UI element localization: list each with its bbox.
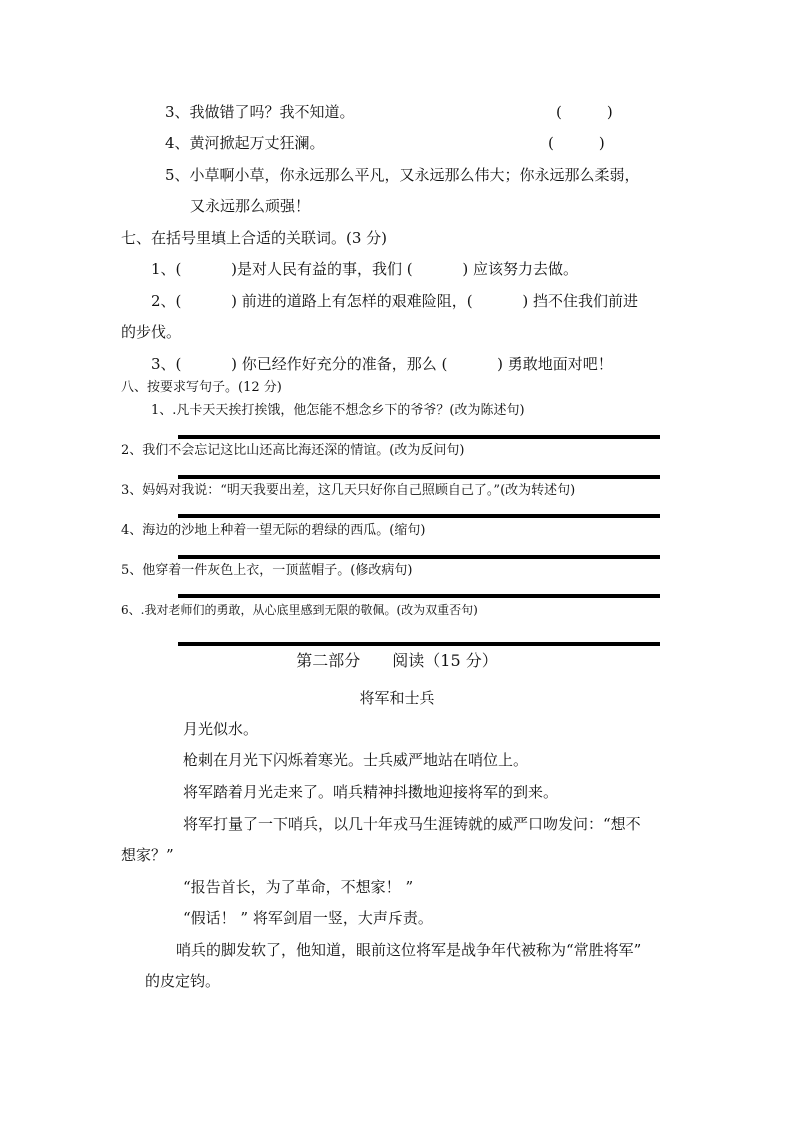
paragraph: “假话！ ” 将军剑眉一竖，大声斥责。 [183, 909, 433, 927]
answer-line[interactable] [178, 642, 660, 646]
answer-line[interactable] [178, 594, 660, 598]
q8-item-6: 6、.我对老师们的勇敢，从心底里感到无限的敬佩。(改为双重否句) [121, 603, 478, 617]
q8-item-3: 3、妈妈对我说：“明天我要出差，这几天只好你自己照顾自己了。”(改为转述句) [121, 483, 576, 498]
q6-item-5: 5、小草啊小草，你永远那么平凡，又永远那么伟大；你永远那么柔弱， [165, 166, 640, 184]
paragraph: “报告首长，为了革命，不想家！ ” [183, 878, 414, 896]
answer-blank[interactable]: ( ) [548, 134, 605, 152]
answer-line[interactable] [178, 514, 660, 518]
q6-item-5-cont: 又永远那么顽强！ [190, 197, 311, 215]
q6-item-3: 3、我做错了吗？我不知道。 [165, 103, 355, 121]
answer-blank[interactable]: ( ) [556, 103, 613, 121]
q8-item-2: 2、我们不会忘记这比山还高比海还深的情谊。(改为反问句) [121, 443, 465, 458]
q7-item-1: 1、( )是对人民有益的事，我们 ( ) 应该努力去做。 [151, 260, 579, 278]
q7-item-2: 2、( ) 前进的道路上有怎样的艰难险阻，( ) 挡不住我们前进 [151, 292, 639, 310]
q8-item-1: 1、.凡卡天天挨打挨饿，他怎能不想念乡下的爷爷？(改为陈述句) [151, 403, 525, 418]
paragraph: 将军打量了一下哨兵，以几十年戎马生涯铸就的威严口吻发问：“想不 [183, 815, 641, 833]
answer-line[interactable] [178, 435, 660, 439]
paragraph: 月光似水。 [183, 720, 259, 738]
q8-item-5: 5、他穿着一件灰色上衣，一顶蓝帽子。(修改病句) [121, 563, 413, 578]
paragraph: 将军踏着月光走来了。哨兵精神抖擞地迎接将军的到来。 [183, 783, 559, 801]
answer-line[interactable] [178, 475, 660, 479]
paragraph: 枪刺在月光下闪烁着寒光。士兵威严地站在哨位上。 [183, 751, 529, 769]
part2-heading: 第二部分 阅读（15 分） [296, 651, 498, 670]
q6-item-4: 4、黄河掀起万丈狂澜。 [165, 134, 325, 152]
section8-heading: 八、按要求写句子。(12 分) [121, 380, 282, 395]
reading-title: 将军和士兵 [359, 689, 435, 707]
q7-item-3: 3、( ) 你已经作好充分的准备，那么 ( ) 勇敢地面对吧！ [151, 355, 613, 373]
q7-item-2-cont: 的步伐。 [121, 323, 182, 341]
section7-heading: 七、在括号里填上合适的关联词。(3 分) [121, 229, 388, 247]
q8-item-4: 4、海边的沙地上种着一望无际的碧绿的西瓜。(缩句) [121, 523, 426, 538]
paragraph: 想家？” [121, 846, 174, 864]
answer-line[interactable] [178, 555, 660, 559]
paragraph: 哨兵的脚发软了，他知道，眼前这位将军是战争年代被称为“常胜将军” [176, 941, 642, 959]
paragraph: 的皮定钧。 [145, 972, 221, 990]
